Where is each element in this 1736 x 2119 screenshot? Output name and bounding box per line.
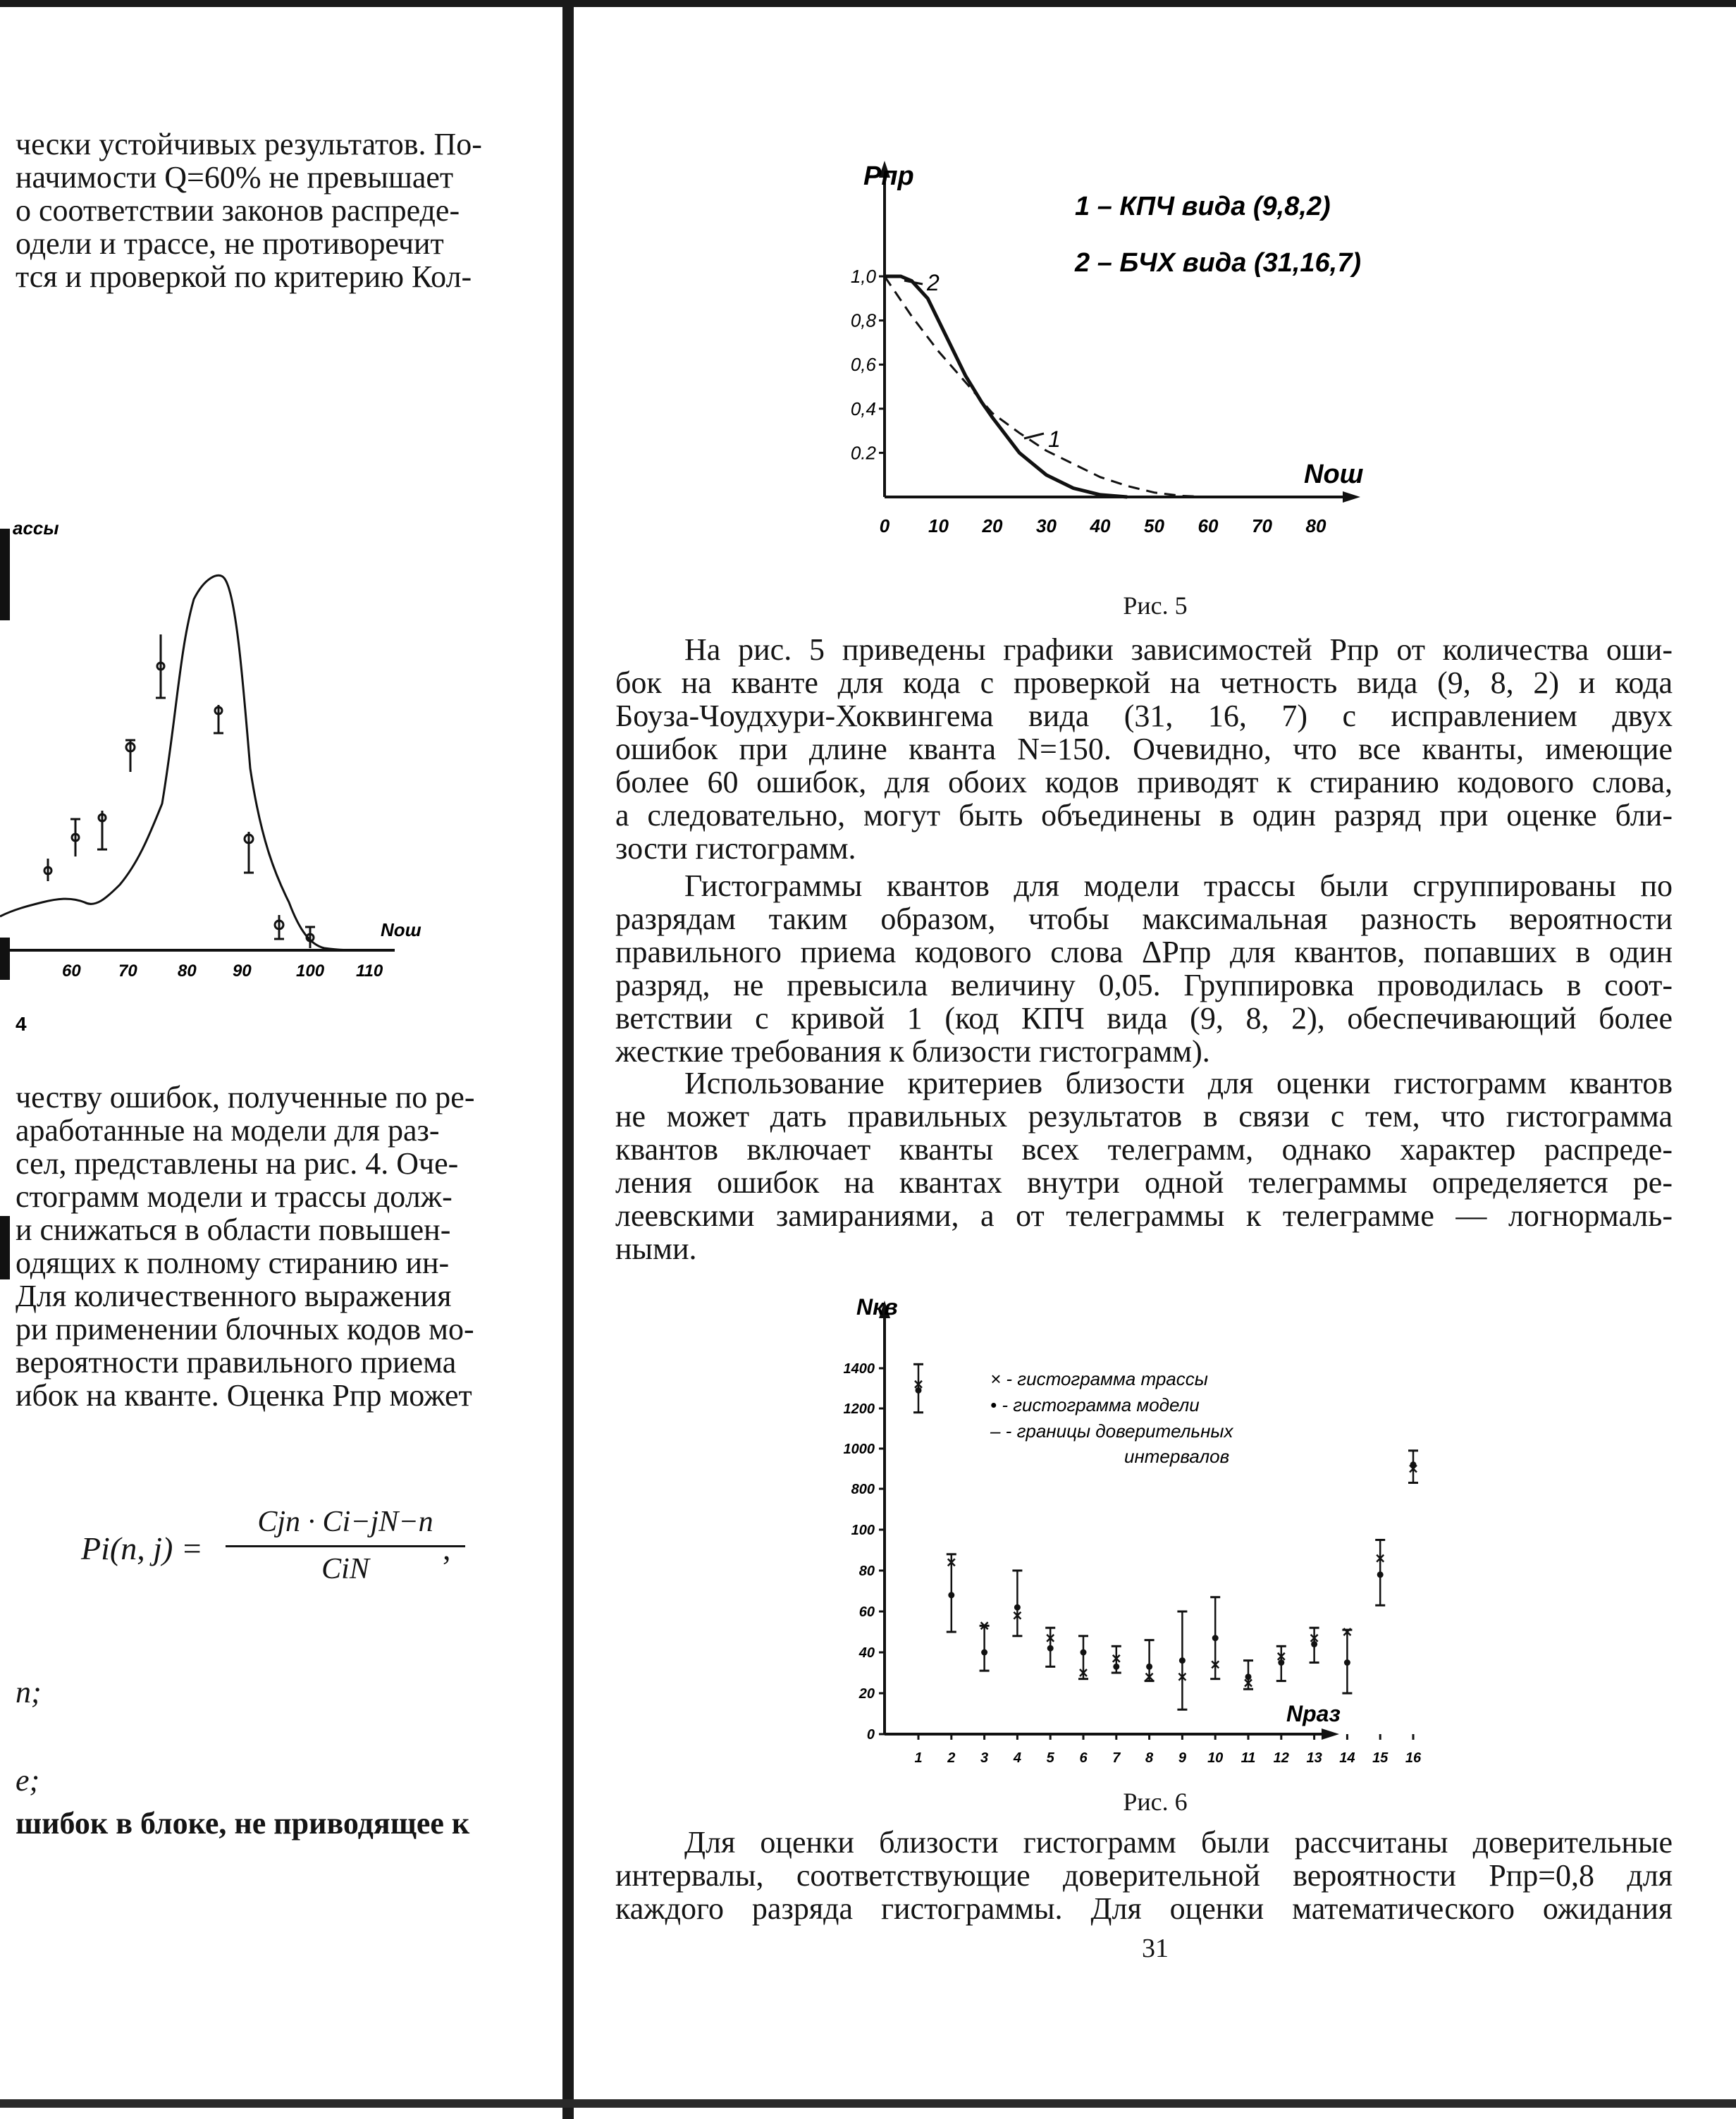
paragraph-3: [615, 1067, 1673, 1265]
chart-header: ассы: [13, 517, 59, 539]
text-line: одели и трассе, не противоречит: [16, 226, 444, 261]
text-line: сел, представлены на рис. 4. Оче-: [16, 1146, 459, 1181]
text-line: квантов включает кванты всех телеграмм, однако характер распреде-: [615, 1132, 1673, 1167]
x-tick: 70: [118, 962, 137, 981]
left-top-text: [16, 128, 482, 293]
page-number: 31: [1142, 1934, 1169, 1963]
legend-entry-1: 1 – КПЧ вида (9,8,2): [1075, 192, 1331, 221]
text-line: Гистограммы квантов для модели трассы были сгруппированы по: [684, 868, 1673, 903]
curve-label-leader: [1024, 434, 1044, 438]
legend: [990, 1368, 1234, 1467]
model-point: [1014, 1604, 1021, 1611]
text-line: честву ошибок, полученные по ре-: [16, 1080, 475, 1114]
text-line: каждого разряда гистограммы. Для оценки математического ожидания: [615, 1891, 1673, 1926]
left-page: [0, 0, 557, 2119]
y-tick-label: 80: [858, 1564, 875, 1579]
x-tick-label: 6: [1079, 1750, 1088, 1766]
model-point: [948, 1592, 954, 1598]
text-line: ными.: [615, 1232, 697, 1266]
y-tick-label: 1,0: [850, 266, 876, 287]
text-line: бок на кванте для кода с проверкой на четность вида (9, 8, 2) и кода: [615, 665, 1673, 700]
formula: [81, 1501, 476, 1600]
text-line: Использование критериев близости для оценки гистограмм квантов: [684, 1066, 1673, 1100]
legend-entry: интервалов: [1124, 1446, 1230, 1467]
model-point: [1278, 1659, 1284, 1666]
text-line: не может дать правильных результатов в связи с тем, что гистограмма: [615, 1099, 1673, 1134]
x-tick-label: 8: [1145, 1750, 1154, 1766]
text-line: более 60 ошибок, для обоих кодов приводят к стиранию кодового слова,: [615, 765, 1673, 799]
y-tick-label: 60: [858, 1604, 875, 1620]
y-tick-label: 0: [866, 1727, 875, 1743]
x-tick-label: 80: [1305, 515, 1326, 536]
x-tick-label: 12: [1273, 1750, 1289, 1766]
x-tick: 80: [178, 962, 197, 981]
legend-entry: – - границы доверительных: [990, 1420, 1233, 1442]
text-line: жесткие требования к близости гистограмм).: [615, 1034, 1210, 1069]
y-tick-label: 1000: [843, 1442, 875, 1457]
model-point: [1311, 1641, 1317, 1647]
paragraph-2: [615, 869, 1673, 1068]
text-line: зости гистограмм.: [615, 831, 856, 866]
x-tick-label: 14: [1339, 1750, 1355, 1766]
y-tick-label: 800: [851, 1482, 875, 1497]
text-line: n;: [16, 1675, 42, 1709]
x-tick-label: 30: [1036, 515, 1057, 536]
y-tick-label: 1400: [843, 1361, 875, 1377]
x-tick: 110: [356, 962, 383, 981]
text-line: тся и проверкой по критерию Кол-: [16, 259, 472, 294]
text-line: ошибок при длине кванта N=150. Очевидно, что все кванты, имеющие: [615, 732, 1673, 766]
text-line: разрядам таким образом, чтобы максимальная разность вероятности: [615, 902, 1673, 936]
left-middle-text: [16, 1081, 474, 1412]
text-line: e;: [16, 1763, 40, 1798]
x-tick-label: 16: [1405, 1750, 1422, 1766]
x-tick-label: 50: [1144, 515, 1164, 536]
text-line: стограмм модели и трассы долж-: [16, 1179, 453, 1214]
text-line: Для оценки близости гистограмм были рассчитаны доверительные: [684, 1825, 1673, 1860]
model-point: [1410, 1461, 1417, 1468]
legend-entry: • - гистограмма модели: [990, 1394, 1200, 1415]
model-point: [1245, 1673, 1252, 1680]
figure-number: 4: [16, 1013, 27, 1035]
x-tick-label: 70: [1252, 515, 1272, 536]
text-line: чески устойчивых результатов. По-: [16, 127, 482, 161]
x-axis-arrow: [1343, 491, 1360, 503]
x-tick-label: 11: [1241, 1750, 1256, 1766]
text-line: ибок на кванте. Оценка Pпр может: [16, 1378, 472, 1413]
text-line: ветствии с кривой 1 (код КПЧ вида (9, 8, 2), обеспечивающий более: [615, 1001, 1673, 1036]
paragraph-4: [615, 1826, 1673, 1925]
figure-4-fragment: [0, 508, 451, 1035]
model-point: [1047, 1645, 1054, 1652]
model-point: [981, 1650, 987, 1656]
formula-denominator: CiN: [321, 1553, 369, 1585]
text-line: леевскими замираниями, а от телеграммы к телеграмме — логнормаль-: [615, 1198, 1673, 1233]
y-tick-label: 0,6: [850, 354, 876, 376]
x-tick-label: 2: [947, 1750, 956, 1766]
series-line-2: [885, 276, 1127, 497]
y-tick-label: 40: [858, 1645, 875, 1661]
x-axis-label: Nраз: [1286, 1701, 1341, 1726]
y-tick-label: 0,4: [850, 398, 876, 419]
x-tick-label: 4: [1013, 1750, 1021, 1766]
y-axis-label: Nкв: [856, 1294, 898, 1320]
x-tick-label: 60: [1198, 515, 1219, 536]
figure-6-chart: [828, 1290, 1422, 1776]
x-tick-label: 3: [980, 1750, 989, 1766]
text-line: ри применении блочных кодов мо-: [16, 1312, 474, 1346]
text-line: о соответствии законов распреде-: [16, 193, 460, 228]
x-tick-labels: [62, 962, 383, 981]
fraction-bar: [226, 1545, 465, 1547]
x-tick-label: 5: [1046, 1750, 1054, 1766]
text-line: правильного приема кодового слова ΔPпр для квантов, попавших в один: [615, 935, 1673, 969]
model-point: [1344, 1659, 1350, 1666]
x-tick: 100: [296, 962, 325, 981]
x-tick: 60: [62, 962, 81, 981]
text-line: шибок в блоке, не приводящее к: [16, 1806, 470, 1841]
x-tick-label: 13: [1306, 1750, 1322, 1766]
formula-lhs: Pi(n, j) =: [81, 1530, 203, 1566]
model-point: [1377, 1571, 1384, 1578]
figure-5-caption: Рис. 5: [1123, 591, 1188, 620]
x-axis-arrow: [1322, 1728, 1339, 1740]
model-point: [916, 1387, 922, 1394]
legend-entry: × - гистограмма трассы: [990, 1368, 1208, 1389]
x-axis-label: Nош: [381, 919, 421, 940]
text-line: и снижаться в области повышен-: [16, 1212, 451, 1247]
text-line: ления ошибок на квантах внутри одной телеграммы определяется ре-: [615, 1165, 1673, 1200]
text-line: вероятности правильного приема: [16, 1345, 457, 1380]
x-tick-label: 10: [1207, 1750, 1224, 1766]
figure-5-chart: [835, 155, 1371, 539]
x-tick-label: 1: [914, 1750, 923, 1766]
model-point: [1212, 1635, 1219, 1641]
x-tick-label: 40: [1090, 515, 1111, 536]
book-gutter: [562, 0, 574, 2119]
x-tick-label: 10: [928, 515, 949, 536]
text-line: одящих к полному стиранию ин-: [16, 1246, 450, 1280]
curve-label-2: 2: [927, 270, 940, 295]
y-tick-label: 100: [851, 1523, 875, 1538]
legend-entry-2: 2 – БЧХ вида (31,16,7): [1075, 248, 1362, 278]
x-tick-label: 7: [1112, 1750, 1121, 1766]
x-tick-label: 0: [879, 515, 890, 536]
curve-label-1: 1: [1048, 426, 1061, 452]
x-tick-label: 20: [982, 515, 1003, 536]
x-axis-label: Nош: [1304, 460, 1364, 489]
trace-curve: [0, 575, 367, 950]
formula-numerator: Cjn · Ci−jN−n: [257, 1506, 433, 1538]
figure-6-caption: Рис. 6: [1123, 1788, 1188, 1816]
y-tick-label: 20: [858, 1686, 875, 1702]
model-point: [1113, 1664, 1119, 1670]
model-point: [1081, 1650, 1087, 1656]
text-line: а следовательно, могут быть объединены в один разряд при оценке бли-: [615, 798, 1673, 833]
text-line: аработанные на модели для раз-: [16, 1113, 440, 1148]
formula-comma: ,: [443, 1530, 451, 1566]
y-tick-label: 1200: [843, 1401, 875, 1417]
text-line: интервалы, соответствующие доверительной вероятности Pпр=0,8 для: [615, 1858, 1673, 1893]
text-line: Для количественного выражения: [16, 1279, 452, 1313]
y-tick-label: 0.2: [850, 442, 876, 464]
right-page: [574, 0, 1736, 2119]
paragraph-1: [615, 633, 1673, 865]
y-tick-label: 0,8: [850, 309, 876, 331]
text-line: разряд, не превысила величину 0,05. Группировка проводилась в соот-: [615, 968, 1673, 1002]
text-line: На рис. 5 приведены графики зависимостей Pпр от количества оши-: [684, 632, 1673, 667]
text-line: начимости Q=60% не превышает: [16, 160, 454, 195]
y-axis-label: Pпр: [863, 161, 914, 191]
x-tick: 90: [233, 962, 252, 981]
x-tick-label: 9: [1178, 1750, 1186, 1766]
x-tick-label: 15: [1372, 1750, 1389, 1766]
text-line: Боуза-Чоудхури-Хоквингема вида (31, 16, 7) с исправлением двух: [615, 699, 1673, 733]
model-point: [1179, 1657, 1186, 1664]
model-point: [1146, 1664, 1152, 1670]
